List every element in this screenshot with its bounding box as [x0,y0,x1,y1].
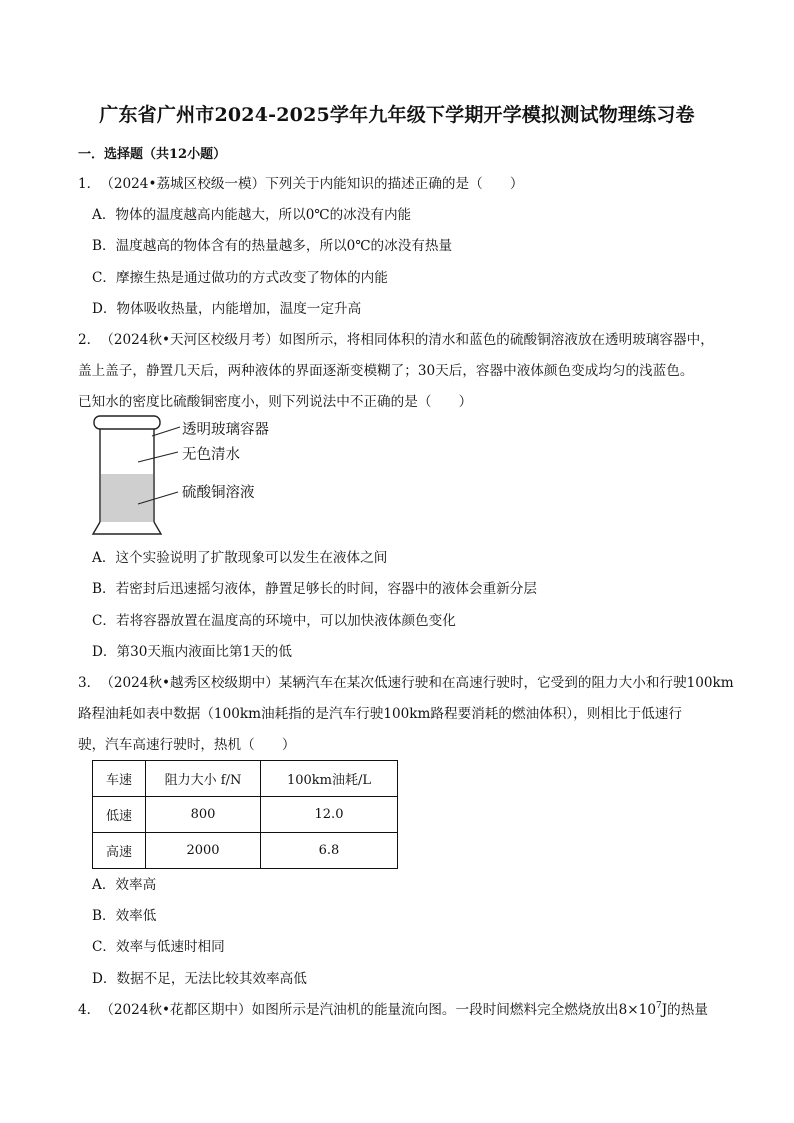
table-cell: 12.0 [261,797,398,833]
question-3-option-a: A．效率高 [92,877,157,893]
question-3-option-d: D．数据不足，无法比较其效率高低 [92,971,307,987]
question-1-option-a: A．物体的温度越高内能越大，所以0℃的冰没有内能 [92,207,412,223]
table-header-cell: 车速 [93,761,146,797]
question-3-option-b: B．效率低 [92,908,157,924]
question-2-option-c: C．若将容器放置在温度高的环境中，可以加快液体颜色变化 [92,613,456,629]
question-3-stem-line-1 [78,674,734,692]
question-3-option-c: C．效率与低速时相同 [92,939,225,955]
table-cell: 2000 [146,833,261,869]
page-title: 广东省广州市2024-2025学年九年级下学期开学模拟测试物理练习卷 [99,104,695,126]
exponent: 7 [655,1001,662,1011]
stem-text: （2024秋•越秀区校级期中）某辆汽车在某次低速行驶和在高速行驶时，它受到的阻力大小和行驶100km [100,675,734,691]
question-1-option-c: C．摩擦生热是通过做功的方式改变了物体的内能 [92,270,388,286]
question-number: 2． [78,332,101,348]
table-header-cell: 阻力大小 f/N [146,761,261,797]
table-row [93,797,398,833]
question-1-stem [78,175,524,193]
water-leader-line [138,452,178,462]
solution-label: 硫酸铜溶液 [182,485,255,501]
table-cell: 6.8 [261,833,398,869]
question-2-option-b: B．若密封后迅速摇匀液体，静置足够长的时间，容器中的液体会重新分层 [92,581,537,597]
container-base [93,522,161,534]
question-2-stem-line-3: 已知水的密度比硫酸铜密度小，则下列说法中不正确的是（ ） [78,394,473,410]
stem-text: （2024•荔城区校级一模）下列关于内能知识的描述正确的是（ ） [100,176,524,192]
copper-sulfate-layer [101,474,153,522]
container-diagram [90,412,300,542]
table-header-cell: 100km油耗/L [261,761,398,797]
water-label: 无色清水 [182,447,240,463]
table-header-row [93,761,398,797]
question-1-option-b: B．温度越高的物体含有的热量越多，所以0℃的冰没有热量 [92,238,453,254]
question-4-stem [78,1001,708,1019]
question-2-option-a: A．这个实验说明了扩散现象可以发生在液体之间 [92,550,388,566]
question-number: 1． [78,176,101,192]
question-number: 4． [78,1002,101,1018]
stem-tail: J的热量 [661,1002,708,1018]
stem-text: （2024秋•天河区校级月考）如图所示，将相同体积的清水和蓝色的硫酸铜溶液放在透明玻璃容器中， [100,332,714,348]
question-3-stem-line-3: 驶，汽车高速行驶时，热机（ ） [78,737,296,753]
table-cell: 800 [146,797,261,833]
container-label: 透明玻璃容器 [182,422,269,438]
question-number: 3． [78,675,101,691]
table-cell: 高速 [93,833,146,869]
table-cell: 低速 [93,797,146,833]
container-lid [94,416,160,429]
resistance-fuel-table [92,760,398,869]
question-2-stem-line-2: 盖上盖子，静置几天后，两种液体的界面逐渐变模糊了；30天后，容器中液体颜色变成均匀的浅蓝色。 [78,363,694,379]
table-row [93,833,398,869]
question-2-option-d: D．第30天瓶内液面比第1天的低 [92,644,292,660]
question-2-stem-line-1 [78,331,714,349]
section-heading: 一．选择题（共12小题） [78,147,227,162]
question-3-stem-line-2: 路程油耗如表中数据（100km油耗指的是汽车行驶100km路程要消耗的燃油体积），则相比于低速行 [78,706,682,722]
stem-text: （2024秋•花都区期中）如图所示是汽油机的能量流向图。一段时间燃料完全燃烧放出8×10 [100,1002,656,1018]
question-1-option-d: D．物体吸收热量，内能增加，温度一定升高 [92,301,362,317]
